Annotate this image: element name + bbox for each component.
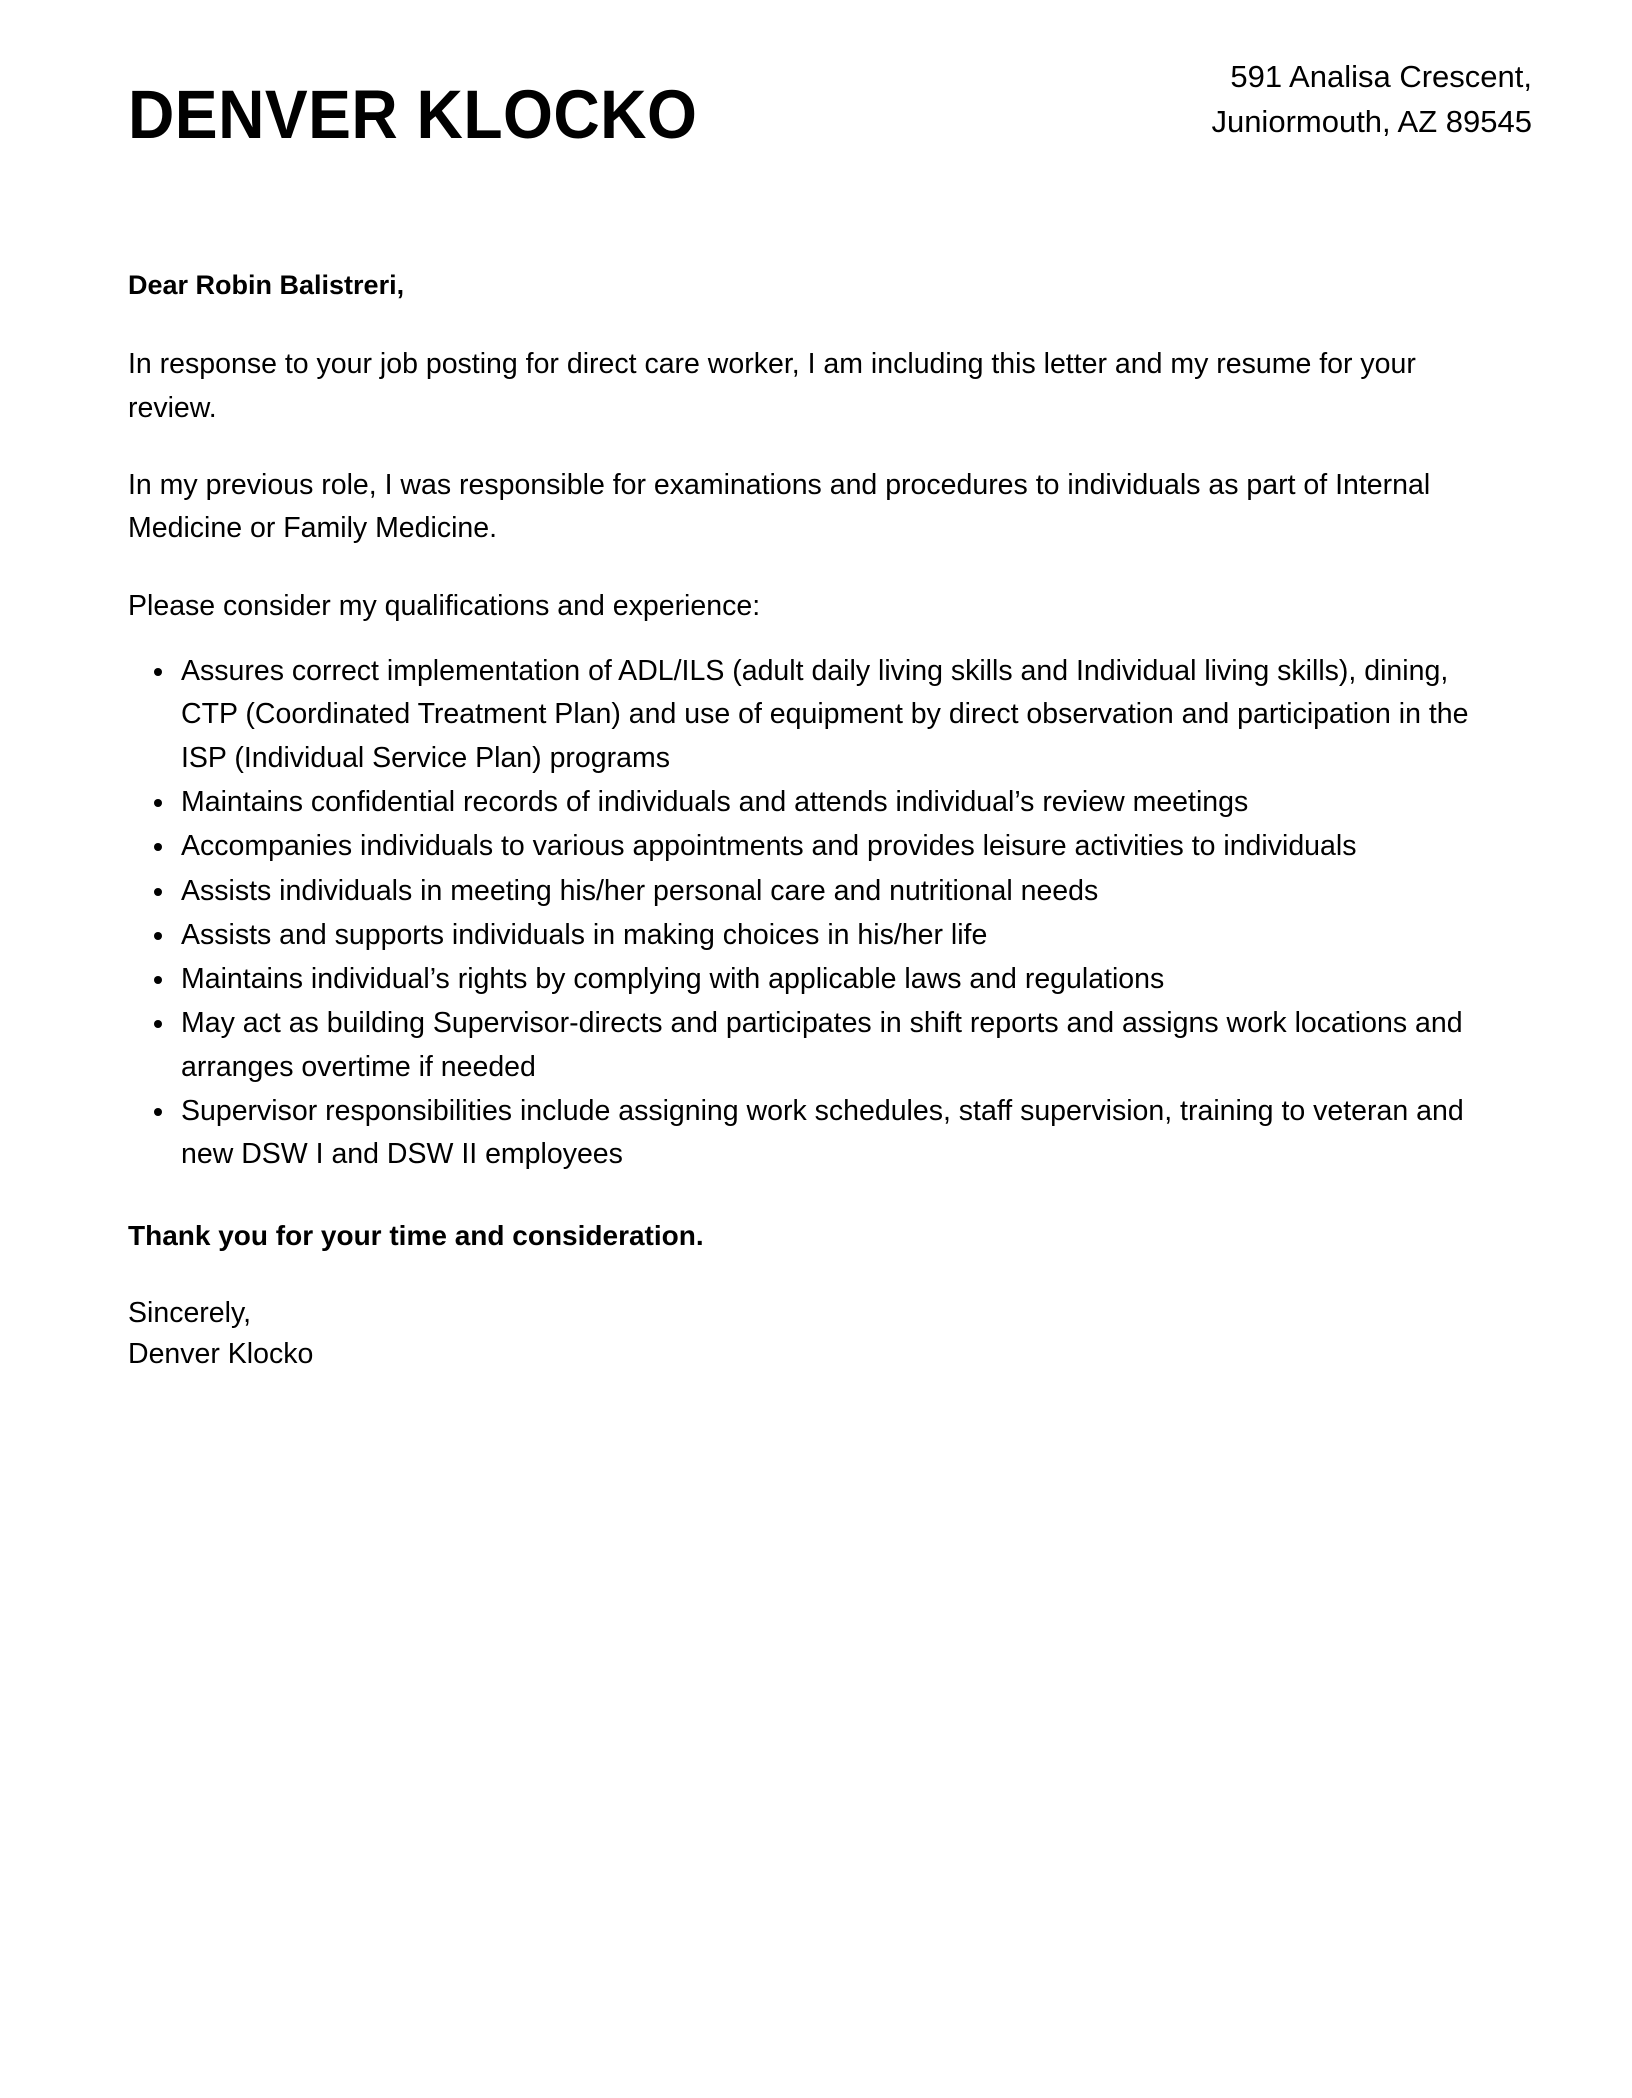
list-item: Supervisor responsibilities include assigning work schedules, staff supervision, training to veteran and new DSW I and DSW II employees xyxy=(128,1090,1482,1177)
sender-address xyxy=(1211,55,1532,149)
list-item: Accompanies individuals to various appointments and provides leisure activities to individuals xyxy=(128,825,1482,868)
qualifications-list xyxy=(128,650,1482,1177)
list-item: May act as building Supervisor-directs and participates in shift reports and assigns work locations and arranges overtime if needed xyxy=(128,1002,1482,1089)
signoff-line: Sincerely, xyxy=(128,1296,252,1329)
body-paragraph-2: In my previous role, I was responsible for examinations and procedures to individuals as part of Internal Medicine or Family Medicine. xyxy=(128,469,1431,545)
thank-you-line: Thank you for your time and consideration. xyxy=(128,1219,704,1251)
list-item: Maintains individual’s rights by complying with applicable laws and regulations xyxy=(128,958,1482,1001)
body-paragraph-1: In response to your job posting for direct care worker, I am including this letter and my resume for your review. xyxy=(128,348,1416,424)
salutation: Dear Robin Balistreri, xyxy=(128,269,405,300)
address-line-2: Juniormouth, AZ 89545 xyxy=(1211,103,1532,139)
page-title: DENVER KLOCKO xyxy=(128,75,698,153)
list-item: Assists individuals in meeting his/her personal care and nutritional needs xyxy=(128,870,1482,913)
list-item: Maintains confidential records of individuals and attends individual’s review meetings xyxy=(128,781,1482,824)
qualifications-lead-in: Please consider my qualifications and experience: xyxy=(128,589,761,622)
list-item: Assists and supports individuals in making choices in his/her life xyxy=(128,914,1482,957)
letter-body xyxy=(0,265,1632,1376)
address-line-1: 591 Analisa Crescent, xyxy=(1230,59,1532,94)
list-item: Assures correct implementation of ADL/ILS (adult daily living skills and Individual living skills), dining, CTP (Coordinated Treatment Plan) and use of equipment by direct observation and participation in the ISP (Individual Service Plan) programs xyxy=(128,650,1482,780)
letter-header xyxy=(0,0,1632,153)
signature-name: Denver Klocko xyxy=(128,1338,314,1371)
signature-block xyxy=(128,1293,1482,1376)
